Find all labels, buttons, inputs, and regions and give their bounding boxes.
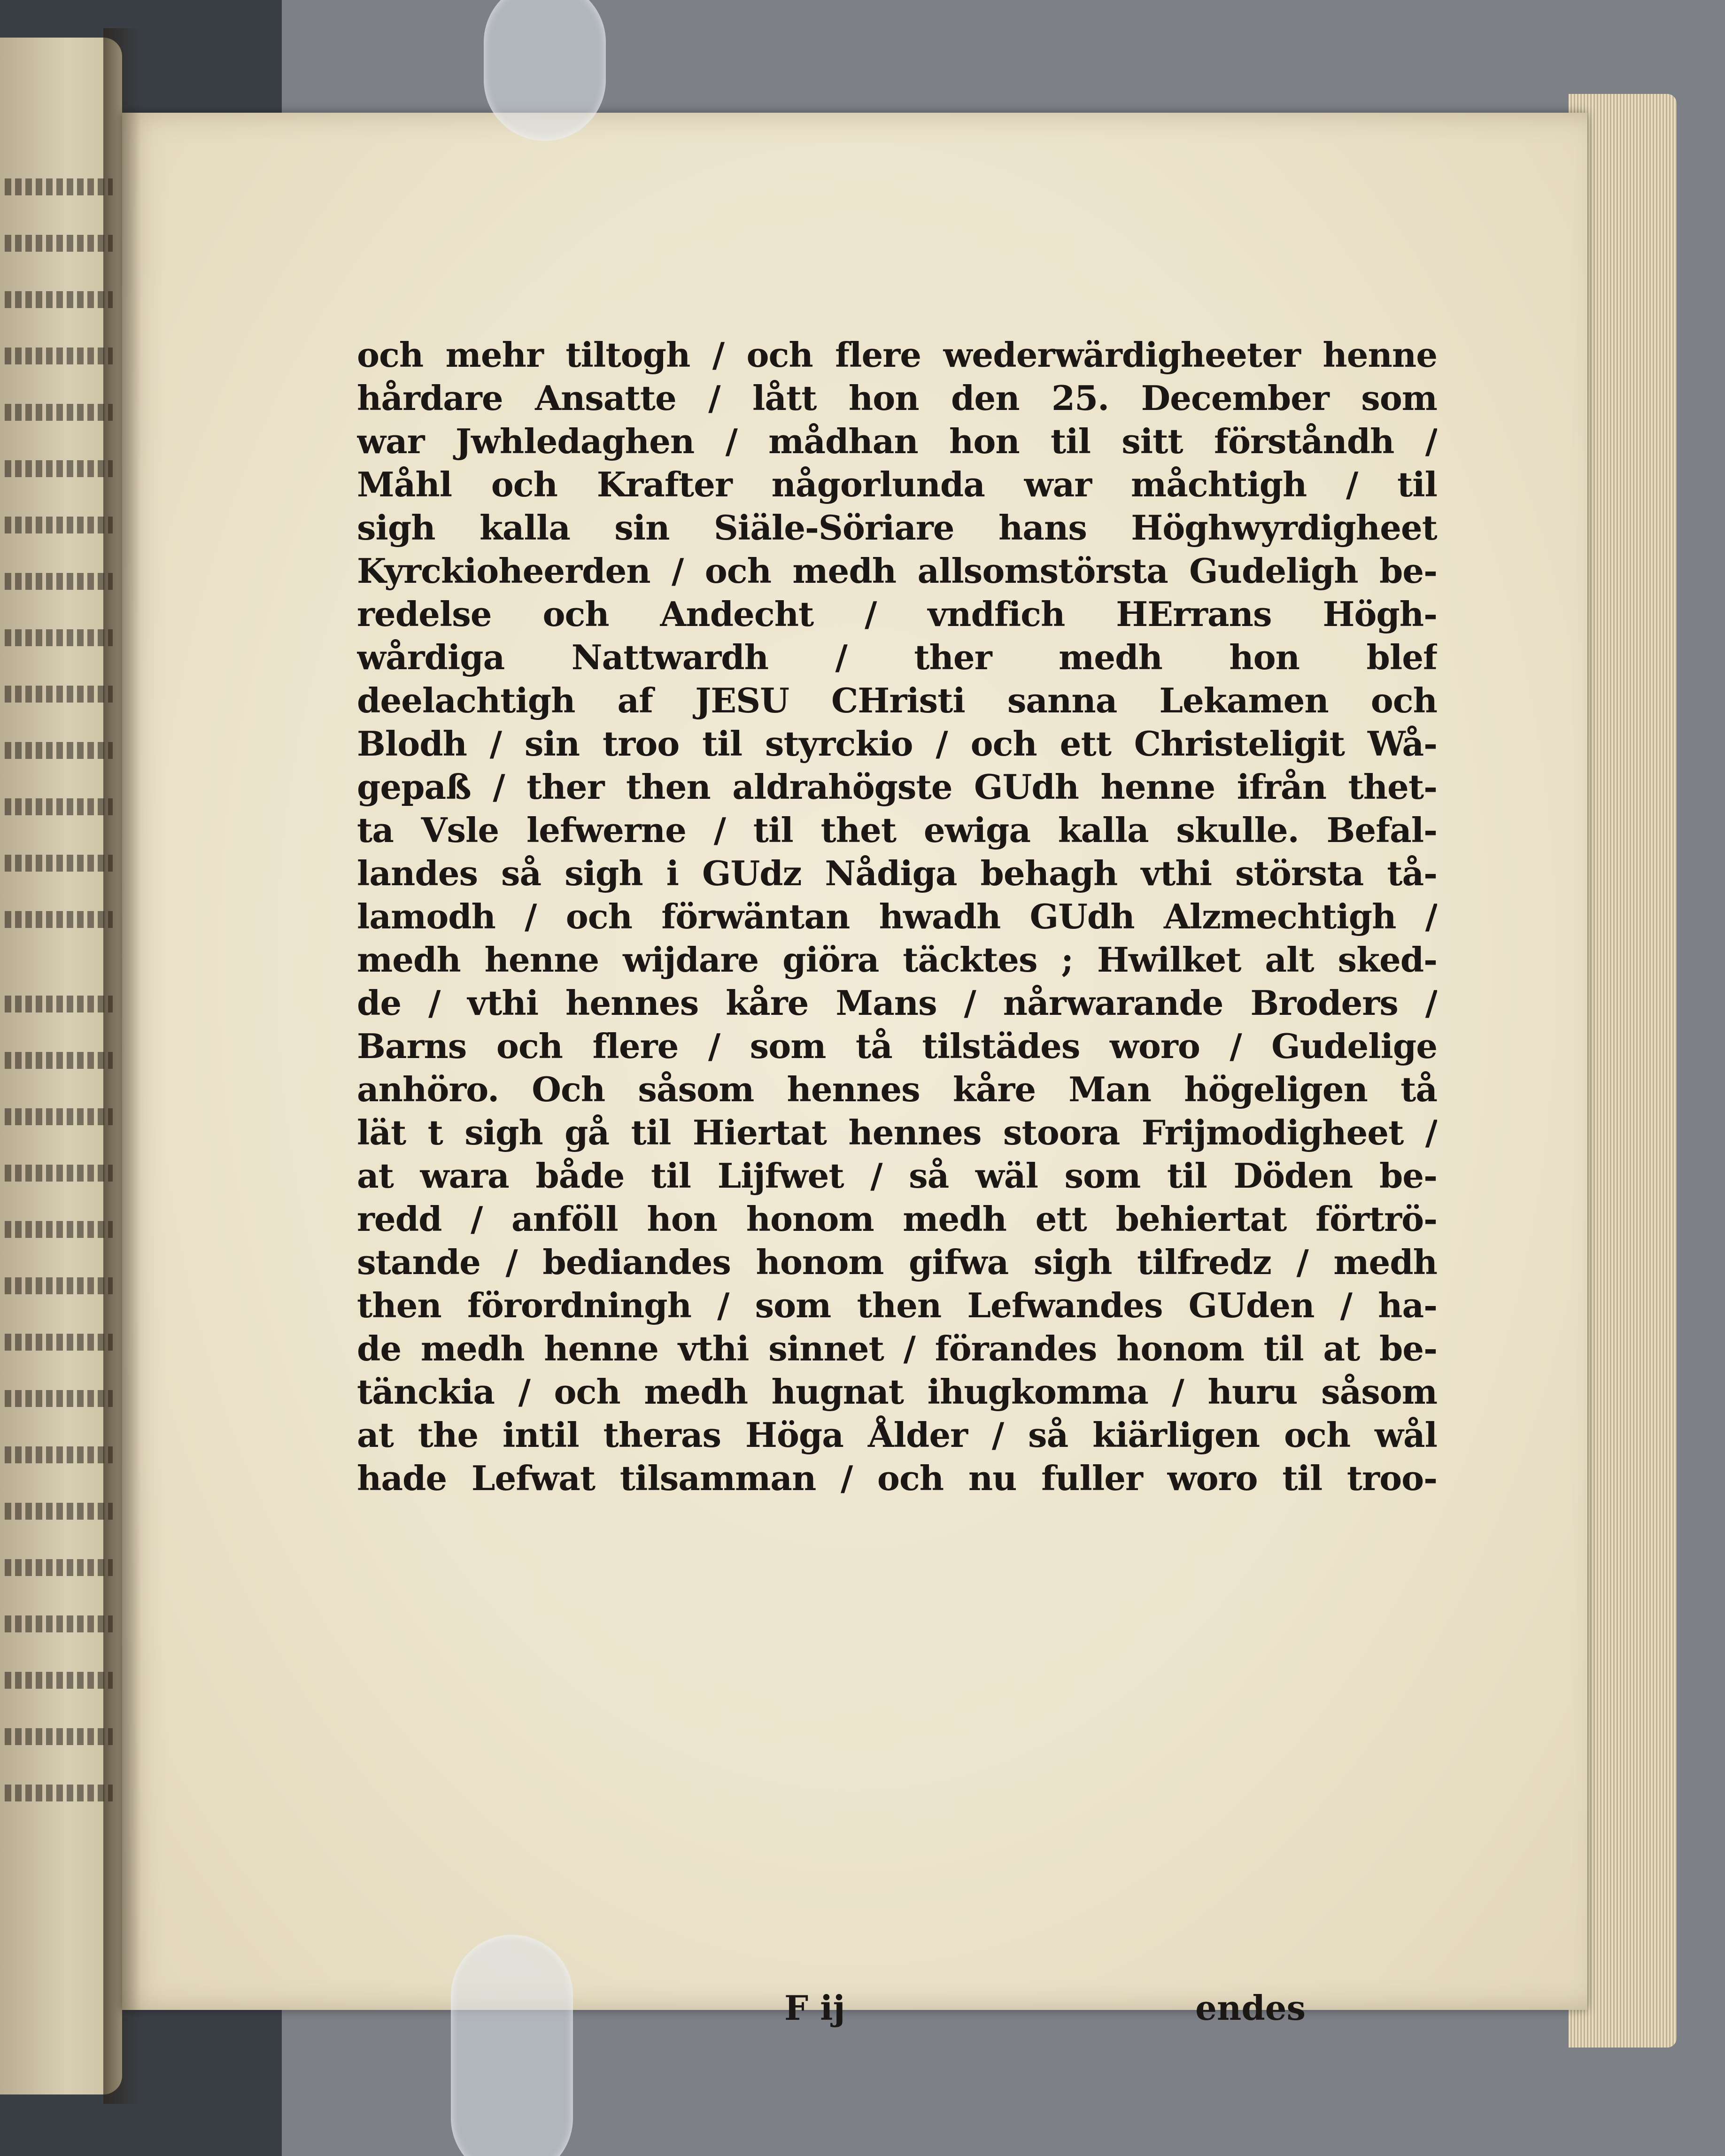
left-page-text-stub [5,1672,113,1689]
left-page-text-stub [5,460,113,477]
text-line: anhöro. Och såsom hennes kåre Man högeligen tå [357,1069,1437,1109]
text-line: redelse och Andecht / vndfich HErrans Högh- [357,594,1437,634]
left-page-text-stub [5,1277,113,1294]
left-page-text-stub [5,1108,113,1125]
left-page-text-stub [5,1390,113,1407]
text-line: Barns och flere / som tå tilstädes woro / Gudelige [357,1026,1437,1066]
left-page-text-stub [5,1165,113,1182]
recto-page [122,113,1587,2010]
text-line: Måhl och Krafter någorlunda war måchtigh / til [357,464,1437,504]
text-line: sigh kalla sin Siäle-Söriare hans Höghwyrdigheet [357,508,1437,548]
left-page-text-stub [5,742,113,759]
text-line: lamodh / och förwäntan hwadh GUdh Alzmechtigh / [357,896,1437,936]
left-page-text-stub [5,798,113,815]
left-page-text-stub [5,235,113,252]
left-page-text-stub [5,996,113,1012]
catchword: endes [1195,1988,1306,2028]
left-page-text-stub [5,404,113,421]
left-page-text-stub [5,573,113,590]
left-page-text-stub [5,1334,113,1351]
text-line: de / vthi hennes kåre Mans / nårwarande Broders / [357,983,1437,1023]
text-line: Kyrckioheerden / och medh allsomstörsta Gudeligh be- [357,551,1437,591]
text-line: gepaß / ther then aldrahögste GUdh henne ifrån thet- [357,767,1437,807]
left-page-text-stub [5,629,113,646]
left-page-text-stub [5,178,113,195]
left-page-text-stub [5,1221,113,1238]
text-line: deelachtigh af JESU CHristi sanna Lekamen och [357,680,1437,720]
gutter-shadow [103,28,141,2104]
text-line: landes så sigh i GUdz Nådiga behagh vthi största tå- [357,853,1437,893]
text-line: redd / anföll hon honom medh ett behiertat förtrö- [357,1199,1437,1239]
page-footer [235,1986,1315,2030]
left-page-text-stub [5,855,113,872]
text-line: Blodh / sin troo til styrckio / och ett Christeligit Wå- [357,724,1437,764]
text-line: wårdiga Nattwardh / ther medh hon blef [357,637,1437,677]
left-page-text-stub [5,1503,113,1520]
left-page-text-stub [5,348,113,364]
text-line: at the intil theras Höga Ålder / så kiärligen och wål [357,1415,1437,1455]
left-page-text-stub [5,1446,113,1463]
text-line: medh henne wijdare giöra täcktes ; Hwilket alt sked- [357,940,1437,980]
text-line: at wara både til Lijfwet / så wäl som til Döden be- [357,1156,1437,1196]
left-page-text-stub [5,1052,113,1069]
signature-mark: F ij [784,1988,845,2028]
top-page-clip [484,0,606,141]
bottom-page-clip [451,1935,573,2156]
left-page-text-stub [5,1728,113,1745]
left-page-text-stub [5,1785,113,1801]
text-line: ta Vsle lefwerne / til thet ewiga kalla skulle. Befal- [357,810,1437,850]
text-line: then förordningh / som then Lefwandes GUden / ha- [357,1285,1437,1325]
left-page-text-stub [5,1615,113,1632]
left-page-text-stub [5,291,113,308]
text-line: och mehr tiltogh / och flere wederwärdigheeter henne [357,335,1437,375]
text-line: lät t sigh gå til Hiertat hennes stoora Frijmodigheet / [357,1113,1437,1152]
left-page-text-stub [5,686,113,703]
text-line: hårdare Ansatte / lått hon den 25. December som [357,378,1437,418]
text-line: stande / bediandes honom gifwa sigh tilfredz / medh [357,1242,1437,1282]
left-page-text-stub [5,517,113,533]
left-page-text-stub [5,1559,113,1576]
text-line: de medh henne vthi sinnet / förandes honom til at be- [357,1329,1437,1368]
text-line: hade Lefwat tilsamman / och nu fuller woro til troo- [357,1458,1437,1498]
text-line: war Jwhledaghen / mådhan hon til sitt förståndh / [357,421,1437,461]
body-text [357,333,1437,1500]
text-line: tänckia / och medh hugnat ihugkomma / huru såsom [357,1372,1437,1412]
left-page-text-stub [5,911,113,928]
